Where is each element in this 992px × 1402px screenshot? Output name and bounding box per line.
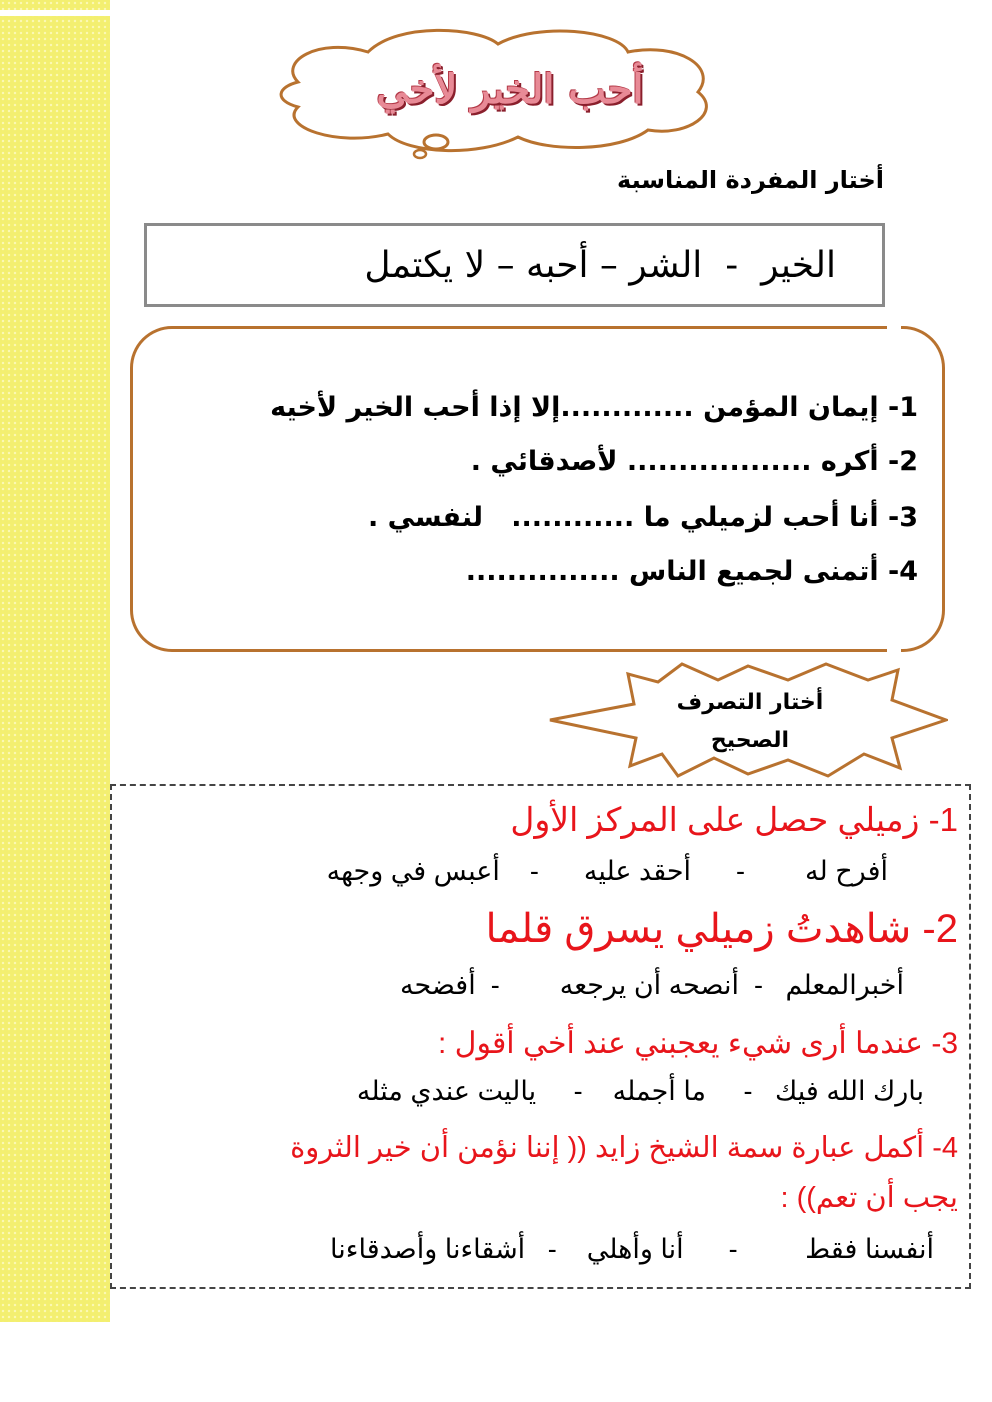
scenario-3-options: بارك الله فيك - ما أجمله - ياليت عندي مثله — [356, 1076, 924, 1106]
word-bank-box: الخير - الشر – أحبه – لا يكتمل — [144, 223, 885, 307]
scenario-4-question: 4- أكمل عبارة سمة الشيخ زايد (( إننا نؤمن أن خير الثروة — [290, 1132, 958, 1164]
fill-in-questions-box — [130, 326, 945, 652]
scenario-4-options: أنفسنا فقط - أنا وأهلي - أشقاءنا وأصدقاءنا — [330, 1234, 934, 1264]
behavior-instruction-line2: الصحيح — [710, 728, 790, 753]
instruction-choose-word: أختار المفردة المناسبة — [617, 166, 884, 194]
decorative-side-strip — [0, 0, 110, 1322]
worksheet-title: أحب الخير لأخي — [376, 66, 644, 113]
fill-question-1: 1- إيمان المؤمن .............إلا إذا أحب الخير لأخيه — [270, 392, 918, 423]
fill-question-3: 3- أنا أحب لزميلي ما ............ لنفسي . — [367, 502, 918, 533]
scenario-4-question-continued: يجب أن تعم)) : — [780, 1182, 958, 1214]
fill-question-2: 2- أكره .................. لأصدقائي . — [470, 446, 918, 477]
scenario-1-question: 1- زميلي حصل على المركز الأول — [510, 801, 958, 838]
scenario-2-question: 2- شاهدتُ زميلي يسرق قلما — [485, 907, 958, 951]
fill-question-4: 4- أتمنى لجميع الناس ............... — [465, 556, 918, 587]
side-strip-gap — [0, 10, 110, 16]
behavior-instruction-line1: أختار التصرف — [676, 690, 824, 715]
scenario-2-options: أخبرالمعلم - أنصحه أن يرجعه - أفضحه — [399, 970, 904, 1000]
behavior-instruction — [636, 684, 864, 760]
box-border-gap — [887, 310, 901, 660]
scenario-3-question: 3- عندما أرى شيء يعجبني عند أخي أقول : — [437, 1027, 958, 1060]
scenario-1-options: أفرح له - أحقد عليه - أعبس في وجهه — [326, 856, 888, 886]
